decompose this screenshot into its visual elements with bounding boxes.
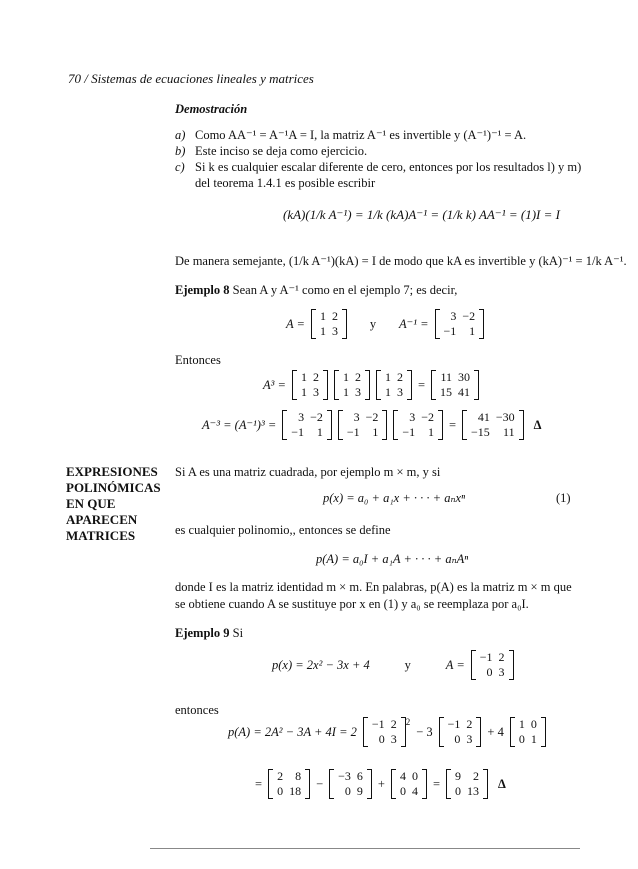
matrix-A-inverse: 3 −2 −1 1: [435, 309, 485, 339]
item-text: Este inciso se deja como ejercicio.: [195, 144, 368, 158]
expression-label: p(A) = 2A² − 3A + 4I = 2: [228, 724, 357, 739]
example-9-definitions: [272, 650, 514, 680]
example-label: Ejemplo 9: [175, 626, 230, 640]
matrix-4I: 4 0 0 4: [391, 769, 427, 799]
matrix-A: 1 2 1 3: [311, 309, 347, 339]
pA-result: [255, 769, 506, 799]
proof-equation: (kA)(1/k A⁻¹) = 1/k (kA)A⁻¹ = (1/k k) AA⁻¹ = (1)I = I: [283, 207, 560, 222]
item-label: c): [175, 160, 185, 174]
matrix-A-cubed: 11 30 15 41: [431, 370, 479, 400]
header-title: Sistemas de ecuaciones lineales y matrices: [91, 71, 314, 86]
matrix-2A-squared: 2 8 0 18: [268, 769, 310, 799]
end-of-example-mark: Δ: [498, 776, 506, 791]
proof-heading: Demostración: [175, 102, 248, 116]
item-text: Como AA⁻¹ = A⁻¹A = I, la matriz A⁻¹ es invertible y (A⁻¹)⁻¹ = A.: [195, 128, 527, 142]
operator: =: [255, 776, 263, 791]
example-text: Si: [232, 626, 244, 640]
matrix-A-times-3: −1 2 0 3: [439, 717, 482, 747]
matrix-label: A =: [286, 316, 305, 331]
sidebar-line: EXPRESIONES: [66, 464, 158, 479]
similar-statement: De manera semejante, (1/k A⁻¹)(kA) = I de modo que kA es invertible y (kA)⁻¹ = 1/k A⁻¹.: [175, 254, 627, 268]
polynomial-donde-2: se obtiene cuando A se sustituye por x en (1) y a₀ se reemplaza por a₀I.: [175, 597, 529, 611]
matrix-label: A³ =: [263, 377, 286, 392]
matrix-A-squared-base: −1 2 0 3: [363, 717, 406, 747]
polynomial-pA: p(A) = a₀I + a₁A + · · · + aₙAⁿ: [316, 552, 469, 566]
header-separator: /: [84, 71, 88, 86]
exponent: 2: [405, 717, 411, 727]
conjunction: y: [404, 657, 411, 672]
section-sidebar-heading: [66, 464, 161, 544]
example-text: Sean A y A⁻¹ como en el ejemplo 7; es decir,: [232, 283, 458, 297]
matrix-Ainv-factor-2: 3 −2 −1 1: [338, 410, 388, 440]
entonces-label: Entonces: [175, 353, 221, 367]
sidebar-line: POLINÓMICAS: [66, 480, 161, 495]
operator: +: [377, 776, 385, 791]
matrix-label: A⁻³ = (A⁻¹)³ =: [202, 418, 277, 432]
matrix-Ainv-factor-1: 3 −2 −1 1: [282, 410, 332, 440]
polynomial-definition: p(x) = 2x² − 3x + 4: [272, 657, 370, 672]
matrix-A-factor-2: 1 2 1 3: [334, 370, 370, 400]
item-label: b): [175, 144, 186, 158]
proof-item-a: [175, 127, 526, 143]
matrix-label: A =: [445, 657, 465, 672]
entonces-label-ex9: entonces: [175, 703, 219, 717]
sidebar-line: APARECEN: [66, 512, 138, 527]
polynomial-intro: Si A es una matriz cuadrada, por ejemplo m × m, y si: [175, 465, 441, 479]
polynomial-px: p(x) = a₀ + a₁x + · · · + aₙxⁿ: [323, 491, 466, 505]
item-label: a): [175, 128, 186, 142]
sidebar-line: EN QUE: [66, 496, 116, 511]
pA-expansion: [228, 717, 546, 747]
operator: + 4: [487, 724, 504, 739]
operator: −: [316, 776, 324, 791]
matrix-A-factor-1: 1 2 1 3: [292, 370, 328, 400]
matrix-A-factor-3: 1 2 1 3: [376, 370, 412, 400]
polynomial-donde-1: donde I es la matriz identidad m × m. En palabras, p(A) es la matriz m × m que: [175, 580, 572, 594]
polynomial-define: es cualquier polinomio,, entonces se define: [175, 523, 391, 537]
A-cubed-equation: A³ = 1 2 1 3 1 2 1 3 1 2 1 3 = 11 30 15 41: [263, 370, 479, 400]
proof-item-c: [175, 159, 581, 175]
example-9-intro: [175, 625, 243, 641]
equation-number: (1): [556, 491, 571, 505]
proof-item-c-cont: del teorema 1.4.1 es posible escribir: [195, 176, 376, 190]
A-inverse-cubed-equation: A⁻³ = (A⁻¹)³ = 3 −2 −1 1 3 −2 −1 1 3 −2 −1 1 = 41 −30 −15 11 Δ: [202, 410, 542, 439]
matrix-A-inverse-cubed: 41 −30 −15 11: [462, 410, 524, 440]
matrix-pA: 9 2 0 13: [446, 769, 488, 799]
conjunction: y: [369, 316, 377, 331]
running-header: [68, 71, 314, 87]
page-bottom-rule: [150, 848, 580, 849]
item-text: Si k es cualquier escalar diferente de cero, entonces por los resultados l) y m): [195, 160, 582, 174]
matrix-A-ex9: −1 2 0 3: [471, 650, 514, 680]
matrix-label: A⁻¹ =: [398, 317, 429, 331]
example-8-intro: [175, 282, 457, 298]
example-label: Ejemplo 8: [175, 283, 230, 297]
matrix-3A: −3 6 0 9: [329, 769, 372, 799]
operator: − 3: [416, 724, 433, 739]
proof-item-b: [175, 143, 367, 159]
matrix-Ainv-factor-3: 3 −2 −1 1: [393, 410, 443, 440]
operator: =: [432, 776, 441, 791]
sidebar-line: MATRICES: [66, 528, 136, 543]
end-of-example-mark: Δ: [533, 417, 542, 432]
example-8-matrices: [286, 309, 484, 339]
matrix-identity: 1 0 0 1: [510, 717, 546, 747]
page-number: 70: [68, 71, 81, 86]
